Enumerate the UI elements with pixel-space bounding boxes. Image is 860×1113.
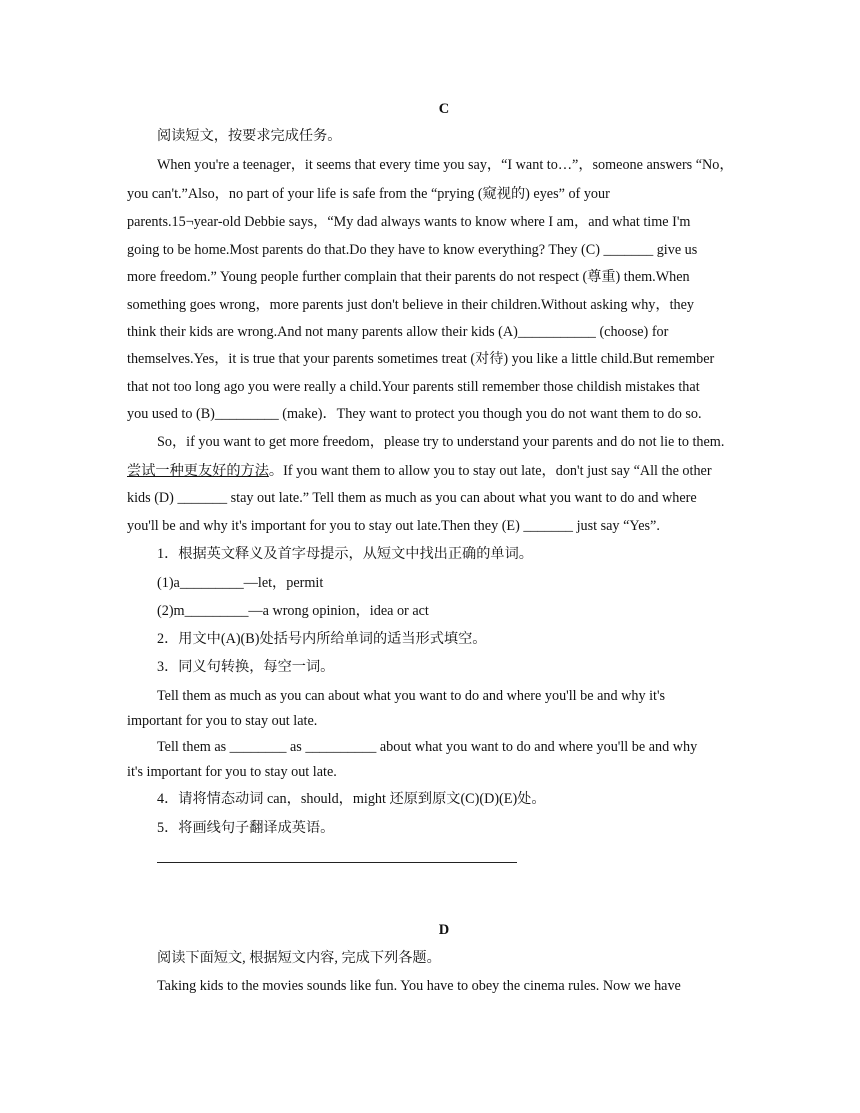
passage-line: something goes wrong，more parents just don't believe in their children.Without asking why，they xyxy=(127,297,695,313)
question-1: 1．根据英文释义及首字母提示，从短文中找出正确的单词。 xyxy=(157,546,533,562)
section-c-heading: C xyxy=(438,101,450,117)
passage-line: parents.15¬year-old Debbie says，“My dad always wants to know where I am，and what time I'm xyxy=(127,214,691,230)
section-d-heading: D xyxy=(438,922,450,938)
question-3-rewrite: Tell them as ________ as __________ about what you want to do and where you'll be and why xyxy=(157,739,698,755)
question-1a: (1)a_________—let，permit xyxy=(157,575,324,591)
passage-line: going to be home.Most parents do that.Do they have to know everything? They (C) _______ give us xyxy=(127,242,698,258)
question-3-sentence: important for you to stay out late. xyxy=(127,713,318,729)
question-2: 2．用文中(A)(B)处括号内所给单词的适当形式填空。 xyxy=(157,631,487,647)
question-1b: (2)m_________—a wrong opinion，idea or act xyxy=(157,603,429,619)
question-3-rewrite: it's important for you to stay out late. xyxy=(127,764,337,780)
answer-line xyxy=(157,862,517,863)
underlined-sentence: 尝试一种更友好的方法 xyxy=(127,463,269,479)
passage-line: When you're a teenager，it seems that every time you say，“I want to…”，someone answers “No， xyxy=(157,157,734,173)
section-d-instruction: 阅读下面短文, 根据短文内容, 完成下列各题。 xyxy=(157,950,441,966)
question-3-sentence: Tell them as much as you can about what you want to do and where you'll be and why it's xyxy=(157,688,666,704)
passage-text: 。If you want them to allow you to stay out late，don't just say “All the other xyxy=(268,463,712,479)
passage-line xyxy=(127,461,712,481)
question-5: 5．将画线句子翻译成英语。 xyxy=(157,820,335,836)
passage-line: you used to (B)_________ (make)．They want to protect you though you do not want them to do so. xyxy=(127,406,702,422)
passage-line: themselves.Yes，it is true that your parents sometimes treat (对待) you like a little child.But remember xyxy=(127,351,715,367)
passage-line: more freedom.” Young people further complain that their parents do not respect (尊重) them.When xyxy=(127,269,690,285)
section-c-instruction: 阅读短文，按要求完成任务。 xyxy=(157,128,342,144)
passage-line: that not too long ago you were really a child.Your parents still remember those childish mistakes that xyxy=(127,379,700,395)
passage-line: think their kids are wrong.And not many parents allow their kids (A)___________ (choose) for xyxy=(127,324,669,340)
passage-line: you'll be and why it's important for you to stay out late.Then they (E) _______ just say “Yes”. xyxy=(127,518,660,534)
question-4: 4．请将情态动词 can，should，might 还原到原文(C)(D)(E)处。 xyxy=(157,791,546,807)
passage-line: Taking kids to the movies sounds like fun. You have to obey the cinema rules. Now we have xyxy=(157,978,681,994)
passage-line: you can't.”Also，no part of your life is safe from the “prying (窥视的) eyes” of your xyxy=(127,186,610,202)
question-3: 3．同义句转换，每空一词。 xyxy=(157,659,335,675)
passage-line: So，if you want to get more freedom，please try to understand your parents and do not lie to them. xyxy=(157,434,725,450)
passage-line: kids (D) _______ stay out late.” Tell them as much as you can about what you want to do and where xyxy=(127,490,697,506)
